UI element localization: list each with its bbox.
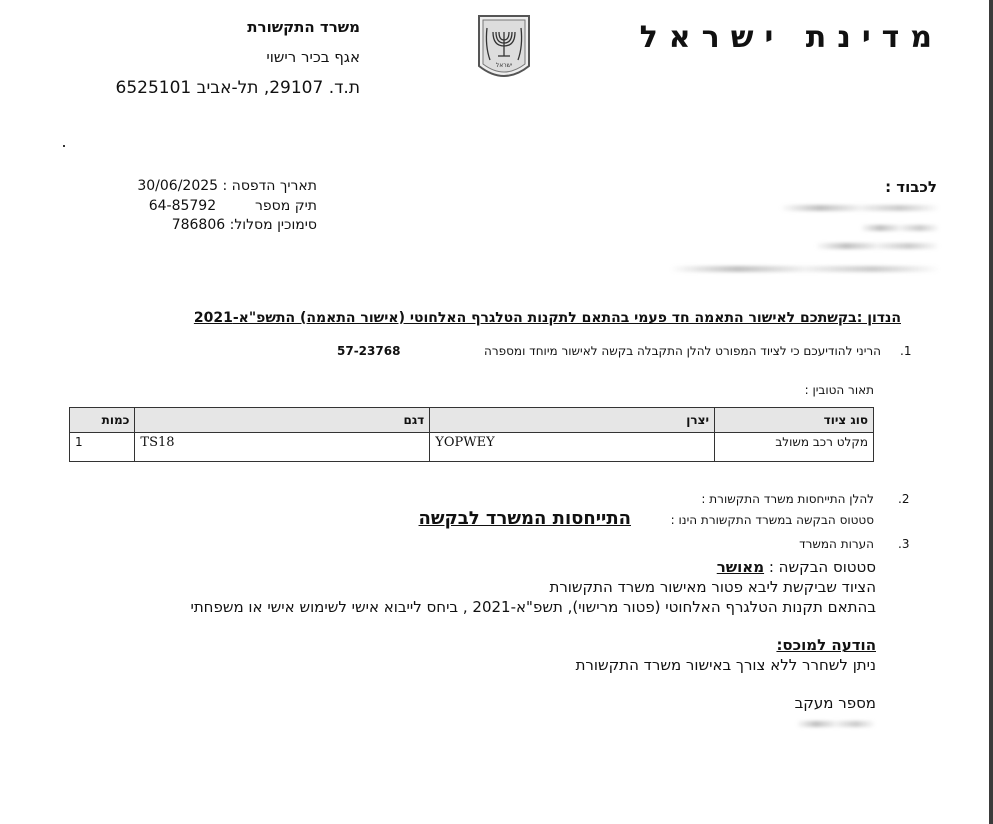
decision-line-2: בהתאם תקנות הטלגרף האלחוטי (פטור מרישוי), תשפ"א-2021 , ביחס לייבוא אישי לשימוש אישי או משפחתי <box>190 598 876 616</box>
file-number-label: תיק מספר <box>255 198 317 214</box>
state-emblem-icon <box>476 14 532 84</box>
item-1-number: .1 <box>900 344 912 358</box>
print-date-value: 30/06/2025 <box>137 178 219 194</box>
item-2-text: להלן התייחסות משרד התקשורת : <box>701 492 874 506</box>
decision-status-label: סטטוס הבקשה : <box>768 558 876 576</box>
cell-type: מקלט רכב משולב <box>715 433 874 462</box>
print-date-label: תאריך הדפסה : <box>222 178 317 194</box>
page-edge <box>989 0 993 824</box>
redacted-recipient-line <box>860 225 940 231</box>
route-number-value: 786806 <box>171 217 226 233</box>
goods-description-label: תאור הטובין : <box>804 383 874 397</box>
item-3-number: .3 <box>898 537 910 551</box>
ministry-address: ת.ד. 29107, תל-אביב 6525101 <box>115 78 360 98</box>
decision-status-row <box>717 558 876 576</box>
approval-number: 57-23768 <box>337 344 401 358</box>
department-name: אגף בכיר רישוי <box>266 48 360 66</box>
decision-status-value: מאושר <box>716 558 765 576</box>
file-number-value: 64-85792 <box>148 198 217 214</box>
redacted-recipient-line <box>670 266 940 272</box>
customs-title: הודעה למוכס: <box>776 636 876 654</box>
to-label: לכבוד : <box>885 178 937 196</box>
item-1-text: הריני להודיעכם כי לציוד המפורט להלן התקבלה בקשה לאישור מיוחד ומספרה <box>484 344 881 358</box>
status-prefix: סטטוס הבקשה במשרד התקשורת הינו : <box>670 513 874 527</box>
print-date-row <box>137 178 317 194</box>
state-name: מדינת ישראל <box>639 20 943 55</box>
route-number-row <box>172 217 317 233</box>
status-title: התייחסות המשרד לבקשה <box>418 508 631 529</box>
route-label: סימוכין מסלול: <box>229 217 317 233</box>
decision-line-1: הציוד שביקשת ליבא פטור מאישור משרד התקשורת <box>549 578 876 596</box>
subject-line: הנדון :בקשתכם לאישור התאמה חד פעמי בהתאם לתקנות הטלגרף האלחוטי (אישור התאמה) התשפ"א-2021 <box>193 310 901 326</box>
redacted-recipient-line <box>780 205 940 211</box>
speck <box>63 145 65 147</box>
redacted-tracking-number <box>796 721 876 727</box>
redacted-recipient-line <box>815 243 940 249</box>
cell-quantity: 1 <box>70 433 135 462</box>
header-quantity: כמות <box>70 408 135 433</box>
table-row <box>70 433 874 462</box>
header-type: סוג ציוד <box>715 408 874 433</box>
equipment-table <box>69 407 874 462</box>
table-header-row <box>70 408 874 433</box>
item-3-text: הערות המשרד <box>799 537 874 551</box>
tracking-label: מספר מעקב <box>794 694 876 712</box>
item-2-number: .2 <box>898 492 910 506</box>
header-model: דגם <box>135 408 430 433</box>
file-number-row <box>149 198 317 214</box>
cell-model: TS18 <box>135 433 430 462</box>
cell-manufacturer: YOPWEY <box>430 433 715 462</box>
header-manufacturer: יצרן <box>430 408 715 433</box>
emblem-caption: ישראל <box>495 62 513 69</box>
customs-text: ניתן לשחרר ללא צורך באישור משרד התקשורת <box>575 656 876 674</box>
ministry-name: משרד התקשורת <box>247 18 360 36</box>
